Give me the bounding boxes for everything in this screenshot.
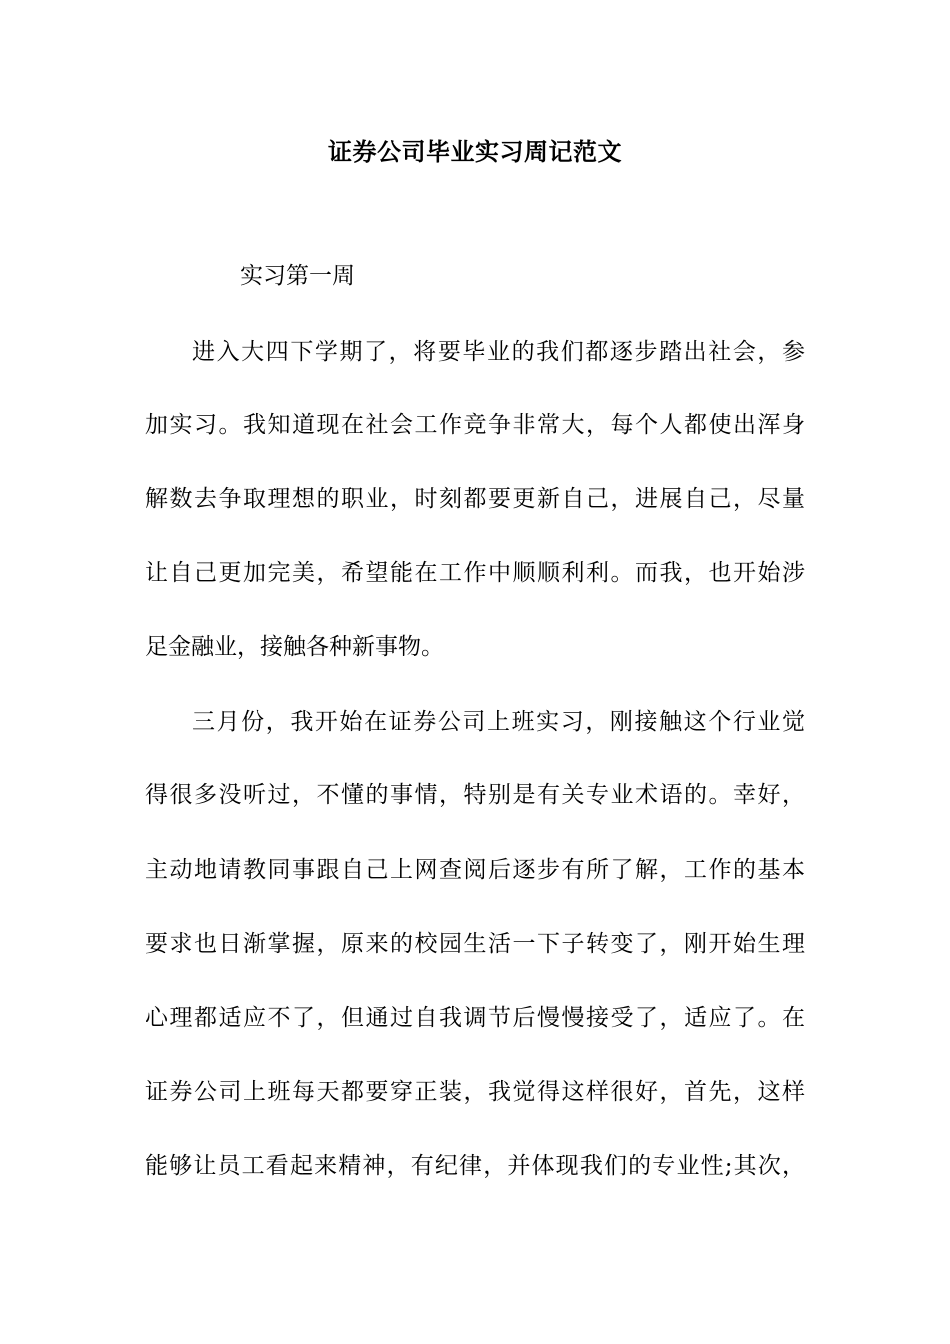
section-heading: 实习第一周 [240,263,355,289]
paragraph-line: 进入大四下学期了，将要毕业的我们都逐步踏出社会，参 [192,339,805,365]
paragraph-line: 三月份，我开始在证券公司上班实习，刚接触这个行业觉 [192,709,805,735]
paragraph-line: 证券公司上班每天都要穿正装，我觉得这样很好，首先，这样 [145,1079,805,1105]
paragraph-line: 得很多没听过，不懂的事情，特别是有关专业术语的。幸好， [145,782,805,808]
paragraph-line: 主动地请教同事跟自己上网查阅后逐步有所了解，工作的基本 [145,857,805,883]
paragraph-line: 让自己更加完美，希望能在工作中顺顺利利。而我，也开始涉 [145,560,805,586]
paragraph-line: 能够让员工看起来精神，有纪律，并体现我们的专业性;其次， [145,1153,805,1179]
paragraph-line: 加实习。我知道现在社会工作竞争非常大，每个人都使出浑身 [145,412,805,438]
paragraph-line: 解数去争取理想的职业，时刻都要更新自己，进展自己，尽量 [145,486,805,512]
paragraph-line: 足金融业，接触各种新事物。 [145,634,444,660]
paragraph-line: 心理都适应不了，但通过自我调节后慢慢接受了，适应了。在 [145,1005,805,1031]
paragraph-line: 要求也日渐掌握，原来的校园生活一下子转变了，刚开始生理 [145,931,805,957]
document-title: 证券公司毕业实习周记范文 [328,137,622,166]
